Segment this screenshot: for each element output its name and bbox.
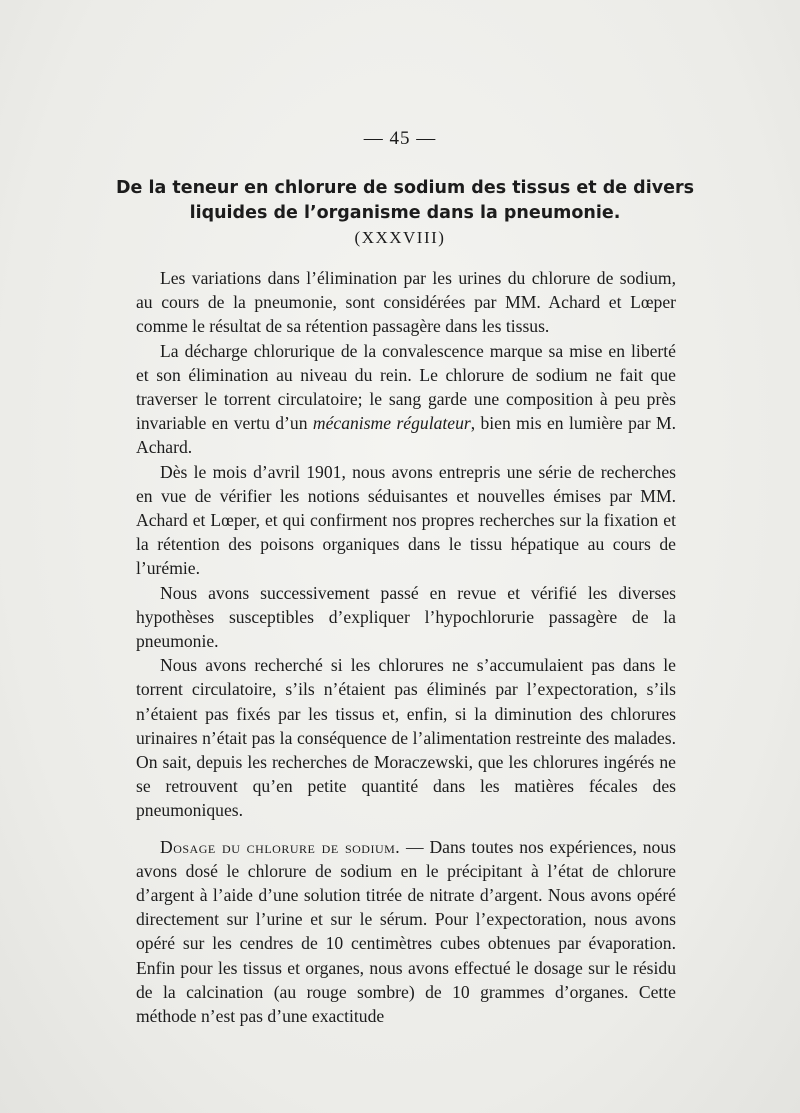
paragraph-1: Les variations dans l’élimination par les urines du chlorure de sodium, au cours de la pneumonie, sont considérées par MM. Achard et Lœper comme le résultat de sa rétention passagère dans les tissus.: [136, 268, 676, 337]
paragraph-4: Nous avons successivement passé en revue et vérifié les diverses hypothèses susceptibles d’expliquer l’hypochlorurie passagère de la pneumonie.: [136, 582, 676, 652]
page-number: — 45 —: [363, 128, 437, 149]
reference-number: (XXXVIII): [354, 228, 446, 247]
paragraph-6: [136, 835, 676, 1029]
section-title: De la teneur en chlorure de sodium des tissus et de divers liquides de l’organisme dans la pneumonie.: [115, 178, 695, 223]
paragraph-2-before: La décharge chlorurique de la convalescence marque sa mise en liberté et son élimination au niveau du rein. Le chlorure de sodium ne fait que traverser le torrent circulatoire; le sang garde une composition à peu près invariable en vertu d’un: [136, 340, 676, 434]
body-text: [136, 266, 676, 1028]
paragraph-3: Dès le mois d’avril 1901, nous avons entrepris une série de recherches en vue de vérifier les notions séduisantes et nouvelles émises par MM. Achard et Lœper, et qui confirment nos propres recherches sur la fixation et la rétention des poisons organiques dans le tissu hépatique au cours de l’urémie.: [136, 461, 676, 579]
paragraph-5: Nous avons recherché si les chlorures ne s’accumulaient pas dans le torrent circulatoire, s’ils n’étaient pas éliminés par l’expectoration, s’ils n’étaient pas fixés par les tissus et, enfin, si la diminution des chlorures urinaires n’était pas la conséquence de l’alimentation restreinte des malades. On sait, depuis les recherches de Moraczewski, que les chlorures ingérés ne se retrouvent qu’en petite quantité dans les matières fécales des pneumoniques.: [136, 655, 676, 821]
dosage-heading: Dosage du chlorure de sodium.: [160, 836, 401, 857]
paragraph-2-after: , bien mis en lumière par M. Achard.: [136, 413, 676, 458]
paragraph-6-text: — Dans toutes nos expériences, nous avons dosé le chlorure de sodium en le précipitant à l’état de chlorure d’argent à l’aide d’une solution titrée de nitrate d’argent. Nous avons opéré directement sur l’urine et sur le sérum. Pour l’expectoration, nous avons opéré sur les cendres de 10 centimètres cubes obtenues par évaporation. Enfin pour les tissus et organes, nous avons effectué le dosage sur le résidu de la calcination (au rouge sombre) de 10 grammes d’organes. Cette méthode n’est pas d’une exactitude: [136, 836, 676, 1027]
paragraph-2-emphasis: mécanisme régulateur: [312, 413, 471, 434]
paragraph-2: [136, 339, 676, 460]
